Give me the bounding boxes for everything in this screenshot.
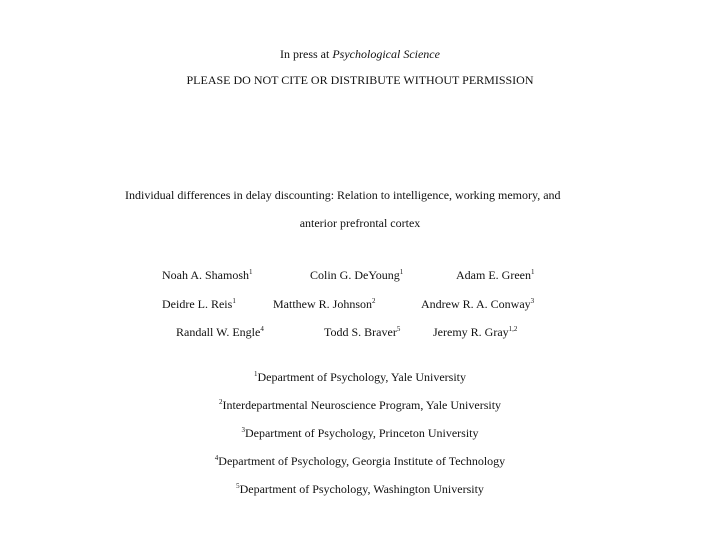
journal-name: Psychological Science bbox=[332, 47, 440, 61]
author-3 bbox=[456, 268, 534, 283]
affiliation-text: Department of Psychology, Georgia Institute of Technology bbox=[218, 454, 506, 468]
author-name: Adam E. Green bbox=[456, 268, 531, 282]
author-affiliation-mark: 1 bbox=[232, 297, 236, 305]
press-prefix: In press at bbox=[280, 47, 333, 61]
author-name: Randall W. Engle bbox=[176, 325, 261, 339]
author-affiliation-mark: 1 bbox=[530, 268, 535, 276]
affiliation-number: 3 bbox=[241, 426, 245, 434]
author-6 bbox=[421, 297, 534, 312]
affiliation-text: Department of Psychology, Princeton University bbox=[244, 426, 479, 440]
author-5 bbox=[273, 297, 376, 312]
affiliation-5 bbox=[0, 482, 720, 497]
author-name: Andrew R. A. Conway bbox=[421, 297, 531, 311]
author-1 bbox=[162, 268, 253, 283]
paper-title-line-1: Individual differences in delay discounting: Relation to intelligence, working memory, and bbox=[125, 188, 561, 202]
affiliation-text: Interdepartmental Neuroscience Program, Yale University bbox=[222, 398, 502, 412]
affiliation-4 bbox=[0, 454, 720, 469]
affiliation-1 bbox=[0, 370, 720, 385]
author-name: Todd S. Braver bbox=[324, 325, 397, 339]
author-2 bbox=[310, 268, 403, 283]
author-affiliation-mark: 4 bbox=[260, 325, 264, 333]
author-affiliation-mark: 3 bbox=[530, 297, 535, 305]
affiliation-number: 5 bbox=[236, 482, 240, 490]
author-name: Colin G. DeYoung bbox=[310, 268, 400, 282]
author-affiliation-mark: 5 bbox=[396, 325, 401, 333]
affiliation-number: 1 bbox=[253, 370, 258, 378]
distribution-notice: PLEASE DO NOT CITE OR DISTRIBUTE WITHOUT PERMISSION bbox=[186, 73, 534, 87]
author-name: Jeremy R. Gray bbox=[433, 325, 509, 339]
affiliation-3 bbox=[0, 426, 720, 441]
author-name: Deidre L. Reis bbox=[162, 297, 233, 311]
paper-title-line-2: anterior prefrontal cortex bbox=[299, 216, 421, 230]
affiliation-number: 2 bbox=[218, 398, 223, 406]
author-affiliation-mark: 1 bbox=[249, 268, 253, 276]
author-affiliation-mark: 2 bbox=[372, 297, 376, 305]
author-name: Noah A. Shamosh bbox=[162, 268, 249, 282]
author-affiliation-mark: 1,2 bbox=[508, 325, 518, 333]
author-4 bbox=[162, 297, 236, 312]
author-name: Matthew R. Johnson bbox=[273, 297, 372, 311]
affiliation-2 bbox=[0, 398, 720, 413]
author-affiliation-mark: 1 bbox=[399, 268, 404, 276]
affiliation-text: Department of Psychology, Washington University bbox=[239, 482, 484, 496]
press-status-line bbox=[0, 47, 720, 62]
author-9 bbox=[433, 325, 517, 340]
affiliation-text: Department of Psychology, Yale University bbox=[257, 370, 467, 384]
author-7 bbox=[176, 325, 264, 340]
author-8 bbox=[324, 325, 400, 340]
affiliation-number: 4 bbox=[214, 454, 219, 462]
